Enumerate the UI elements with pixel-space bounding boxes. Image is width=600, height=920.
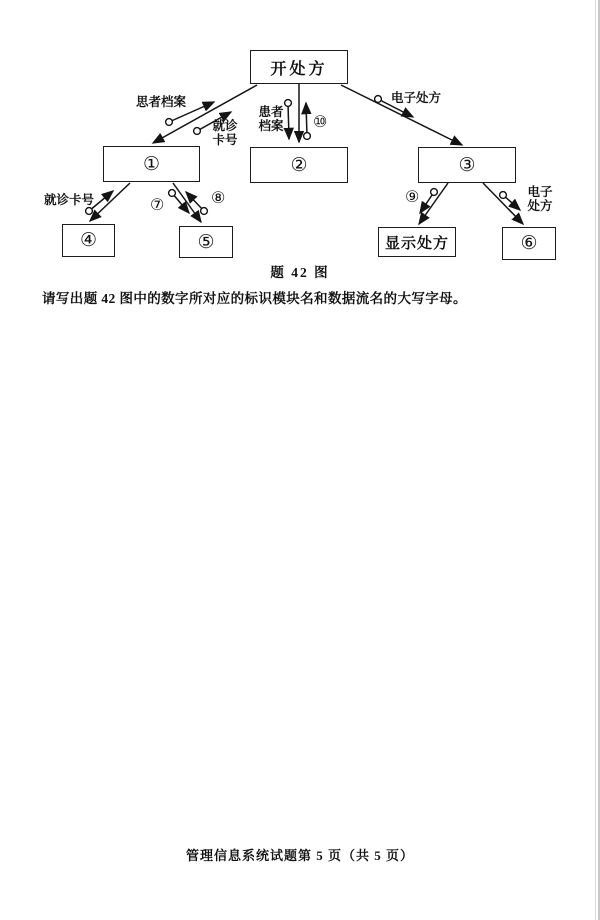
question-instruction: 请写出题 42 图中的数字所对应的标识模块名和数据流名的大写字母。 xyxy=(42,291,467,306)
node-3: ③ xyxy=(418,147,516,183)
label-flow-10: ⑩ xyxy=(313,114,328,131)
label-line: 处方 xyxy=(527,198,553,213)
label-flow-9: ⑨ xyxy=(405,189,420,206)
label-line: 电子 xyxy=(527,185,553,199)
node-1: ① xyxy=(103,146,200,182)
node-display-prescription: 显示处方 xyxy=(378,227,456,257)
label-visit-card-upper xyxy=(209,120,241,147)
label-flow-7: ⑦ xyxy=(150,197,165,214)
label-line: 卡号 xyxy=(212,132,238,147)
node-5: ⑤ xyxy=(179,226,233,258)
label-eprescription-bottom xyxy=(524,186,556,213)
node-2: ② xyxy=(250,147,348,183)
node-write-prescription: 开处方 xyxy=(250,50,348,84)
page-footer: 管理信息系统试题第 5 页（共 5 页） xyxy=(185,848,414,863)
label-line: 档案 xyxy=(258,118,284,133)
figure-caption: 题 42 图 xyxy=(270,265,330,280)
label-patient-file-left: 思者档案 xyxy=(136,95,187,109)
label-line: 患者 xyxy=(258,105,284,119)
label-patient-file-mid xyxy=(256,106,286,133)
node-6: ⑥ xyxy=(502,227,556,260)
label-visit-card-lower: 就诊卡号 xyxy=(44,193,95,207)
label-flow-8: ⑧ xyxy=(211,190,226,207)
node-4: ④ xyxy=(62,224,115,257)
label-eprescription-top: 电子处方 xyxy=(391,91,442,105)
label-line: 就诊 xyxy=(212,119,238,133)
